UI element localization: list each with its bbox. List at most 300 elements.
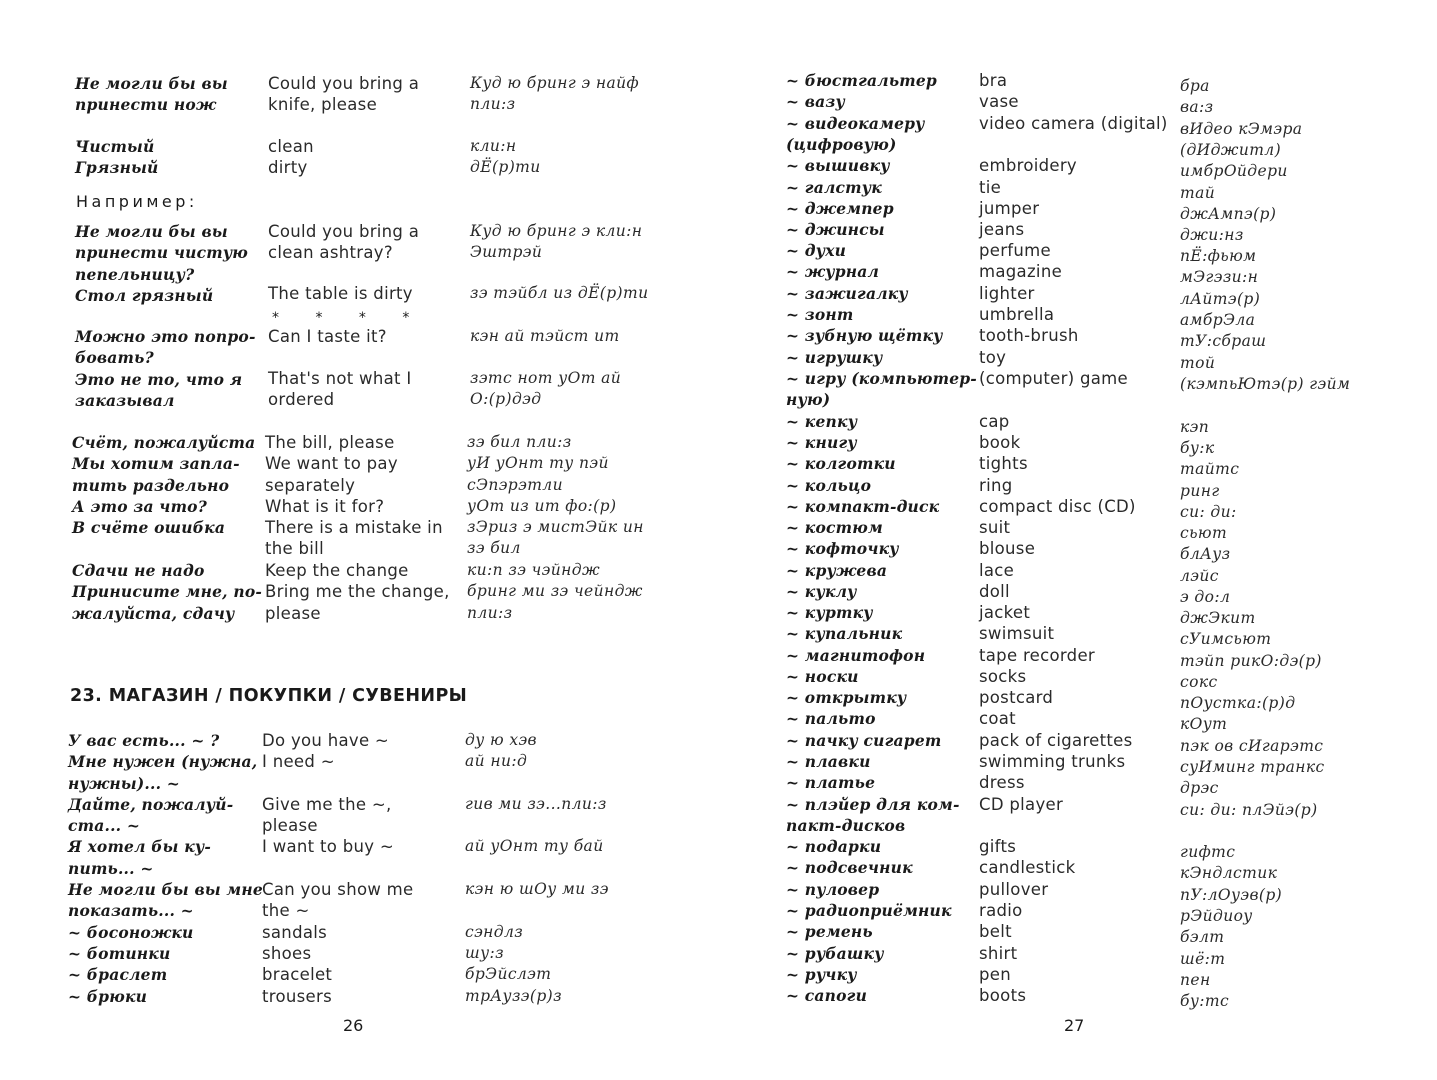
right-item-37-en [979,921,1012,942]
right-item-17-tr-line: ринг [1180,482,1220,500]
right-item-5-en [979,198,1039,219]
right-item-34-ru [786,857,913,878]
left-row-4-ru [75,326,256,411]
right-item-29-tr-line: пэк ов сИгарэтс [1180,737,1324,755]
right-item-16-en [979,453,1028,474]
right-item-37-tr [1180,927,1224,948]
right-item-30-tr [1180,757,1325,778]
right-item-24-ru [786,623,902,644]
right-item-34-ru-line: ~ подсвечник [786,858,913,877]
right-item-35-en [979,879,1048,900]
right-item-19-ru-line: ~ костюм [786,518,883,537]
right-item-30-ru-line: ~ плавки [786,752,871,771]
right-item-33-tr-line: гифтс [1180,843,1236,861]
right-item-20-ru [786,538,899,559]
right-item-19-ru [786,517,883,538]
right-item-0-ru-line: ~ бюстгальтер [786,71,937,90]
left-row-0-ru-line: принести нож [75,95,217,115]
right-item-7-en [979,240,1051,261]
left-row-0-ru-line: Не могли бы вы [75,74,228,93]
right-item-20-tr-line: блАуз [1180,545,1231,563]
right-item-12-en [979,347,1006,368]
right-item-18-en [979,496,1136,517]
right-item-8-en-line: magazine [979,262,1063,281]
left-row-8-en-line: I want to buy ~ [262,837,394,857]
right-item-25-en [979,645,1095,666]
left-row-6-ru-line: А это за что? [72,496,207,516]
left-row-8-tr-line: шу:з [465,943,504,962]
right-item-14-en-line: cap [979,412,1010,431]
right-item-31-ru-line: ~ платье [786,773,876,792]
right-item-15-ru-line: ~ книгу [786,433,857,452]
right-item-23-en [979,602,1030,623]
right-item-27-tr-line: пОустка:(р)д [1180,694,1296,712]
left-row-3-tr-line: зэ тэйбл из дЁ(р)ти [470,284,649,302]
right-item-23-tr-line: джЭкит [1180,609,1256,627]
left-row-6-ru-line: В счёте ошибка [72,518,226,538]
left-row-6-ru-line: Мы хотим запла- [72,454,240,474]
right-item-21-tr-line: лэйс [1180,567,1219,585]
left-row-8-ru-line: показать... ~ [68,901,194,921]
left-row-3-en-line: The table is dirty [268,284,413,303]
right-item-21-en [979,560,1014,581]
right-item-0-tr [1180,76,1210,97]
right-item-9-en [979,283,1035,304]
right-item-13-en-line: (computer) game [979,369,1129,388]
left-row-5-tr-line: зэтс нот уОт ай [470,369,622,387]
right-item-21-en-line: lace [979,561,1015,580]
right-item-14-en [979,411,1010,432]
right-item-38-ru [786,943,884,964]
left-row-8-en-line [262,858,414,879]
right-item-3-en-line: embroidery [979,156,1077,175]
left-row-8-tr-line: брЭйслэт [465,965,552,984]
right-item-6-ru [786,219,885,240]
right-item-7-tr [1180,246,1256,267]
right-item-3-en [979,155,1077,176]
left-row-4-ru-line: бовать? [75,348,154,368]
left-row-4-ru-line: заказывал [75,390,175,410]
left-row-8-tr-line [465,815,609,836]
left-row-2-ru-line: пепельницу? [75,264,195,284]
left-row-6-tr-line: зэ бил пли:з [467,433,572,451]
left-row-8-en-line: I need ~ [262,752,335,772]
right-item-9-en-line: lighter [979,284,1035,303]
right-item-18-ru-line: ~ компакт-диск [786,497,940,516]
left-row-8-ru-line: У вас есть... ~ ? [68,731,220,750]
right-item-11-ru-line: ~ зубную щётку [786,326,943,345]
right-item-23-ru [786,602,873,623]
right-item-1-ru-line: ~ вазу [786,92,845,111]
right-item-36-en-line: radio [979,901,1023,920]
left-row-4-en-line: Can I taste it? [268,327,387,346]
page-number-right: 27 [1064,1016,1085,1035]
left-row-8-tr-line: ду ю хэв [465,731,537,749]
right-item-5-en-line: jumper [979,199,1040,218]
left-row-4-tr [470,326,620,347]
right-item-0-en-line: bra [979,71,1008,90]
page-number-left: 26 [343,1016,364,1035]
right-item-20-tr [1180,544,1231,565]
right-item-23-en-line: jacket [979,603,1031,622]
right-item-13-tr [1180,374,1350,395]
left-row-8-tr-line: ай ни:д [465,752,528,771]
left-row-2-ru-line: Не могли бы вы [75,222,228,241]
right-item-8-tr [1180,267,1258,288]
left-row-7-en-line: please [265,603,321,623]
left-row-8-ru-line: пить... ~ [68,858,154,878]
left-row-8-en-line [262,773,414,794]
right-item-32-tr-line: си: ди: плЭйэ(р) [1180,801,1318,819]
left-row-0-en [268,73,419,116]
right-item-3-tr-line: имбрОйдери [1180,162,1288,180]
right-item-6-en-line: jeans [979,220,1025,239]
right-item-39-en [979,964,1011,985]
right-item-22-tr [1180,587,1230,608]
right-item-20-ru-line: ~ кофточку [786,539,899,558]
left-row-2-tr-line: Эштрэй [470,243,543,262]
left-row-8-tr-line: ай уОнт ту бай [465,837,604,856]
right-item-37-en-line: belt [979,922,1012,941]
right-item-8-ru [786,261,879,282]
left-row-3-en [268,283,413,304]
right-item-18-en-line: compact disc (CD) [979,497,1136,516]
left-row-8-tr-line [465,900,609,921]
right-item-25-ru [786,645,925,666]
right-item-38-tr [1180,949,1225,970]
right-item-24-ru-line: ~ купальник [786,624,903,643]
right-item-0-en [979,70,1007,91]
left-row-6-ru-line: Счёт, пожалуйста [72,433,256,452]
left-row-2-tr [470,221,642,264]
right-item-27-ru [786,687,906,708]
right-item-25-tr [1180,651,1322,672]
right-item-35-tr-line: пУ:лОуэв(р) [1180,886,1283,904]
left-row-8-tr-line: кэн ю шОу ми зэ [465,880,609,899]
left-row-8-en-line: sandals [262,922,328,942]
left-row-7-tr-line: пли:з [467,603,513,622]
right-item-26-ru [786,666,859,687]
right-item-19-tr [1180,523,1227,544]
left-row-4-ru-line: Это не то, что я [75,369,243,389]
left-row-8-en-line: the ~ [262,901,310,921]
right-item-40-ru-line: ~ сапоги [786,986,868,1005]
right-item-32-en-line: CD player [979,795,1064,814]
left-row-0-tr [470,73,639,116]
right-item-2-tr-line: (дИджитл) [1180,141,1282,160]
separator-stars: * * * * [272,310,426,326]
left-row-1-ru-line: Чистый [75,137,155,156]
left-row-6-tr [467,432,644,560]
right-item-16-tr [1180,459,1239,480]
left-row-1-tr-line: кли:н [470,137,517,155]
right-item-9-ru [786,283,908,304]
right-item-4-en-line: tie [979,178,1002,197]
right-item-25-en-line: tape recorder [979,646,1095,665]
right-item-1-tr-line: ва:з [1180,98,1214,116]
right-item-38-ru-line: ~ рубашку [786,944,884,963]
left-row-1-en [268,136,314,179]
right-item-12-tr [1180,353,1215,374]
right-item-15-en [979,432,1020,453]
section-heading: 23. МАГАЗИН / ПОКУПКИ / СУВЕНИРЫ [70,686,468,706]
right-item-8-tr-line: мЭгэзи:н [1180,268,1259,286]
right-item-32-ru [786,794,960,837]
right-item-33-ru-line: ~ подарки [786,837,882,856]
right-item-17-ru [786,475,871,496]
right-item-22-tr-line: э до:л [1180,588,1231,606]
right-item-37-tr-line: бэлт [1180,928,1225,946]
right-item-17-en [979,475,1013,496]
right-item-26-ru-line: ~ носки [786,667,859,686]
left-row-2-en [268,221,419,264]
left-row-6-en-line: the bill [265,539,324,559]
right-item-11-tr [1180,331,1266,352]
right-item-7-tr-line: пЁ:фьюм [1180,247,1257,265]
right-item-1-ru [786,91,845,112]
left-row-8-en-line: trousers [262,986,332,1006]
right-item-14-ru [786,411,857,432]
left-row-1-ru-line: Грязный [75,158,159,178]
right-item-5-ru [786,198,894,219]
left-row-1-ru [75,136,159,179]
left-row-6-tr-line: уИ уОнт ту пэй [467,454,609,473]
right-item-27-ru-line: ~ открытку [786,688,907,707]
left-row-2-en-line: Could you bring a [268,222,420,241]
right-item-33-ru [786,836,881,857]
left-row-3-tr [470,283,648,304]
right-item-10-tr-line: амбрЭла [1180,311,1256,329]
right-item-8-en [979,261,1062,282]
right-item-39-tr-line: пен [1180,971,1211,989]
right-item-22-ru-line: ~ куклу [786,582,857,601]
right-item-3-tr [1180,161,1288,182]
left-row-6-tr-line: зэ бил [467,539,521,558]
right-item-40-en-line: boots [979,986,1027,1005]
right-item-23-tr [1180,608,1256,629]
left-row-8-tr-line [465,858,609,879]
right-item-30-en-line: swimming trunks [979,752,1126,771]
left-row-5-tr-line: О:(р)дэд [470,390,542,409]
right-item-35-ru-line: ~ пуловер [786,880,880,899]
right-item-15-tr [1180,438,1215,459]
left-row-8-ru-line: Не могли бы вы мне [68,880,263,900]
right-item-24-en [979,623,1054,644]
left-row-8-ru-line: Дайте, пожалуй- [68,794,234,814]
right-item-34-tr [1180,863,1277,884]
right-item-26-en-line: socks [979,667,1027,686]
left-row-5-en-line: ordered [268,390,335,410]
right-item-16-ru [786,453,896,474]
right-item-13-tr-line: (кэмпьЮтэ(р) гэйм [1180,375,1351,393]
right-item-38-tr-line: шё:т [1180,950,1226,968]
left-row-5-en [268,368,412,411]
left-row-6-ru [72,432,255,538]
right-item-40-en [979,985,1026,1006]
right-item-36-en [979,900,1023,921]
left-row-4-tr-line: кэн ай тэйст ит [470,327,620,345]
right-item-13-en [979,368,1128,389]
right-item-14-ru-line: ~ кепку [786,412,858,431]
right-item-17-en-line: ring [979,476,1013,495]
left-row-8-tr-line [465,773,609,794]
left-row-5-tr [470,368,621,411]
right-item-38-en-line: shirt [979,944,1018,963]
left-row-0-en-line: knife, please [268,95,378,115]
left-row-7-en-line: Keep the change [265,561,409,580]
right-item-24-tr [1180,629,1271,650]
left-row-6-en-line: separately [265,475,356,495]
right-item-18-tr-line: си: ди: [1180,503,1237,521]
left-row-8-en [262,730,414,1007]
right-item-36-ru-line: ~ радиоприёмник [786,901,952,920]
right-item-14-tr [1180,417,1209,438]
right-item-7-ru-line: ~ духи [786,241,847,260]
right-item-29-ru-line: ~ пачку сигарет [786,731,942,750]
left-row-6-en-line: The bill, please [265,433,395,452]
right-item-22-en [979,581,1010,602]
right-item-34-tr-line: кЭндлстик [1180,864,1278,882]
right-item-23-ru-line: ~ куртку [786,603,873,622]
right-item-2-ru [786,113,925,156]
right-item-9-ru-line: ~ зажигалку [786,284,908,303]
right-item-5-tr [1180,204,1276,225]
right-item-6-ru-line: ~ джинсы [786,220,885,239]
right-item-10-tr [1180,310,1255,331]
right-item-5-tr-line: джАмпэ(р) [1180,205,1277,223]
right-item-12-ru-line: ~ игрушку [786,348,883,367]
left-row-8-ru-line: ста... ~ [68,816,141,836]
left-row-6-en-line: What is it for? [265,496,385,516]
right-item-18-tr [1180,502,1237,523]
right-item-28-tr [1180,714,1227,735]
right-item-22-en-line: doll [979,582,1010,601]
left-row-8-ru-line: Я хотел бы ку- [68,837,212,857]
left-row-8-ru-line: ~ брюки [68,986,148,1006]
right-item-4-ru [786,177,882,198]
right-item-27-en [979,687,1053,708]
left-row-2-ru-line: принести чистую [75,243,249,263]
right-item-25-tr-line: тэйп рикО:дэ(р) [1180,652,1322,670]
right-item-39-ru-line: ~ ручку [786,965,857,984]
left-row-6-en-line: There is a mistake in [265,518,443,538]
left-row-1-tr-line: дЁ(р)ти [470,158,541,177]
right-item-21-ru [786,560,887,581]
right-item-6-tr-line: джи:нз [1180,226,1244,244]
right-item-35-ru [786,879,879,900]
left-row-4-ru-line: Можно это попро- [75,327,256,346]
right-item-31-tr-line: дрэс [1180,779,1219,797]
right-item-10-ru-line: ~ зонт [786,305,854,324]
right-item-7-en-line: perfume [979,241,1051,260]
right-item-6-tr [1180,225,1244,246]
right-item-2-ru-line: ~ видеокамеру [786,114,925,133]
left-row-8-en-line: Do you have ~ [262,731,390,750]
right-item-36-tr [1180,906,1253,927]
right-item-5-ru-line: ~ джемпер [786,199,894,218]
right-item-39-ru [786,964,857,985]
right-item-27-en-line: postcard [979,688,1054,707]
right-item-38-en [979,943,1017,964]
right-item-4-en [979,177,1001,198]
right-item-32-en [979,794,1063,815]
right-item-10-en-line: umbrella [979,305,1055,324]
right-item-26-tr-line: сокс [1180,673,1218,691]
right-item-2-en-line: video camera (digital) [979,114,1168,133]
left-row-7-ru [72,560,262,624]
right-item-31-en-line: dress [979,773,1025,792]
right-item-12-en-line: toy [979,348,1007,367]
left-row-8-ru-line: Мне нужен (нужна, [68,752,258,772]
right-item-36-ru [786,900,952,921]
right-item-35-tr [1180,885,1282,906]
right-item-29-en [979,730,1133,751]
left-row-4-en [268,326,387,347]
left-row-6-tr-line: зЭриз э мистЭйк ин [467,518,644,537]
example-label: Например: [76,192,198,211]
right-item-14-tr-line: кэп [1180,418,1210,436]
left-row-7-ru-line: Принисите мне, по- [72,582,263,602]
right-item-3-ru [786,155,890,176]
right-item-25-ru-line: ~ магнитофон [786,646,926,665]
left-row-6-ru-line: тить раздельно [72,475,230,495]
right-item-30-en [979,751,1125,772]
right-item-1-en [979,91,1019,112]
right-item-31-ru [786,772,875,793]
left-row-8-en-line: Can you show me [262,880,414,900]
left-row-7-en-line: Bring me the change, [265,582,450,602]
right-item-33-tr [1180,842,1235,863]
right-item-17-tr [1180,481,1220,502]
right-item-13-ru [786,368,977,411]
right-item-2-tr-line: вИдео кЭмэра [1180,120,1303,138]
right-item-12-ru [786,347,882,368]
right-item-32-ru-line: ~ плэйер для ком- [786,795,960,814]
right-item-21-ru-line: ~ кружева [786,561,888,580]
right-item-26-en [979,666,1026,687]
left-row-7-ru-line: жалуйста, сдачу [72,603,235,623]
right-item-21-tr [1180,566,1219,587]
right-item-0-ru [786,70,937,91]
right-item-3-ru-line: ~ вышивку [786,156,890,175]
left-row-8-ru [68,730,263,1007]
right-item-31-tr [1180,778,1219,799]
right-item-4-tr [1180,183,1215,204]
left-row-0-tr-line: Куд ю бринг э найф [470,74,640,92]
right-item-16-ru-line: ~ колготки [786,454,896,473]
right-item-1-tr [1180,97,1214,118]
left-row-8-ru-line: нужны)... ~ [68,773,180,793]
left-row-7-tr [467,560,643,624]
left-row-1-tr [470,136,541,179]
right-item-16-tr-line: тайтс [1180,460,1240,478]
left-row-1-en-line: clean [268,137,314,156]
right-item-39-en-line: pen [979,965,1011,984]
right-item-40-ru [786,985,867,1006]
left-row-1-en-line: dirty [268,158,308,178]
left-row-8-ru-line: ~ браслет [68,965,168,985]
right-item-35-en-line: pullover [979,880,1049,899]
left-row-8-tr-line: трАузэ(р)з [465,986,562,1005]
left-row-6-en [265,432,443,560]
right-item-34-en-line: candlestick [979,858,1076,877]
right-item-31-en [979,772,1025,793]
right-item-10-en [979,304,1054,325]
right-item-34-en [979,857,1075,878]
left-row-6-en-line: We want to pay [265,454,398,474]
right-item-22-ru [786,581,857,602]
right-item-29-en-line: pack of cigarettes [979,731,1133,750]
